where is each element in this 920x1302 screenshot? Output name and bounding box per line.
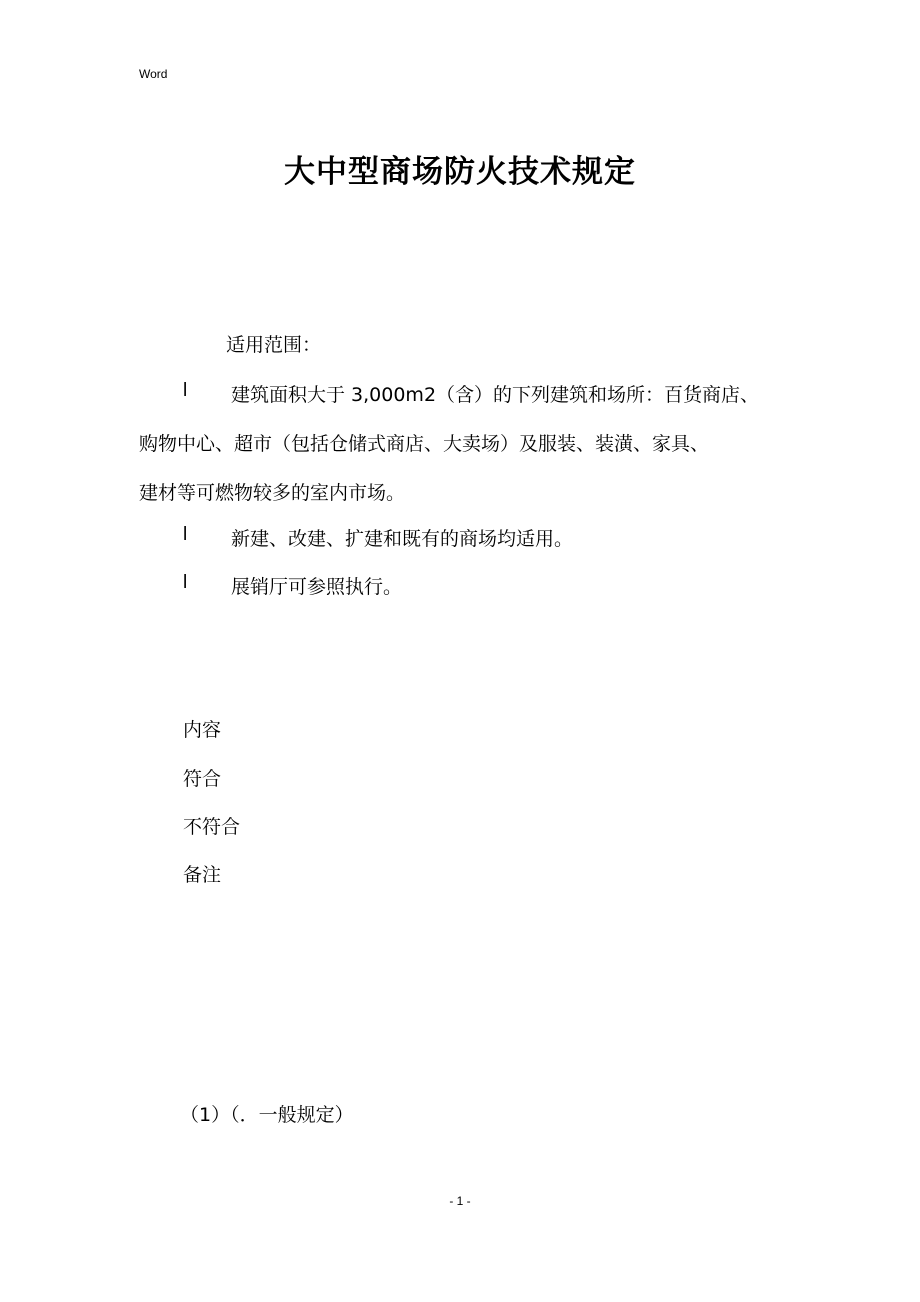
header-word-label: Word	[139, 67, 168, 81]
table-header-compliant: 符合	[183, 768, 222, 790]
scope-heading: 适用范围：	[226, 334, 322, 356]
bullet-1-line-2: 购物中心、超市（包括仓储式商店、大卖场）及服装、装潢、家具、	[139, 433, 710, 455]
section-heading: （1）（．一般规定）	[180, 1104, 354, 1126]
table-header-remarks: 备注	[183, 864, 222, 886]
table-header-content: 内容	[183, 719, 222, 741]
document-title: 大中型商场防火技术规定	[284, 154, 636, 190]
bullet-3-line-1: 展销厅可参照执行。	[231, 576, 403, 598]
page-number: - 1 -	[449, 1194, 471, 1208]
table-header-noncompliant: 不符合	[183, 816, 241, 838]
bullet-2-line-1: 新建、改建、扩建和既有的商场均适用。	[231, 528, 574, 550]
bullet-1-line-3: 建材等可燃物较多的室内市场。	[139, 482, 406, 504]
bullet-marker: l	[183, 380, 188, 401]
bullet-1-line-1: 建筑面积大于 3,000m2（含）的下列建筑和场所：百货商店、	[231, 384, 760, 406]
bullet-marker: l	[183, 572, 188, 593]
bullet-marker: l	[183, 524, 188, 545]
